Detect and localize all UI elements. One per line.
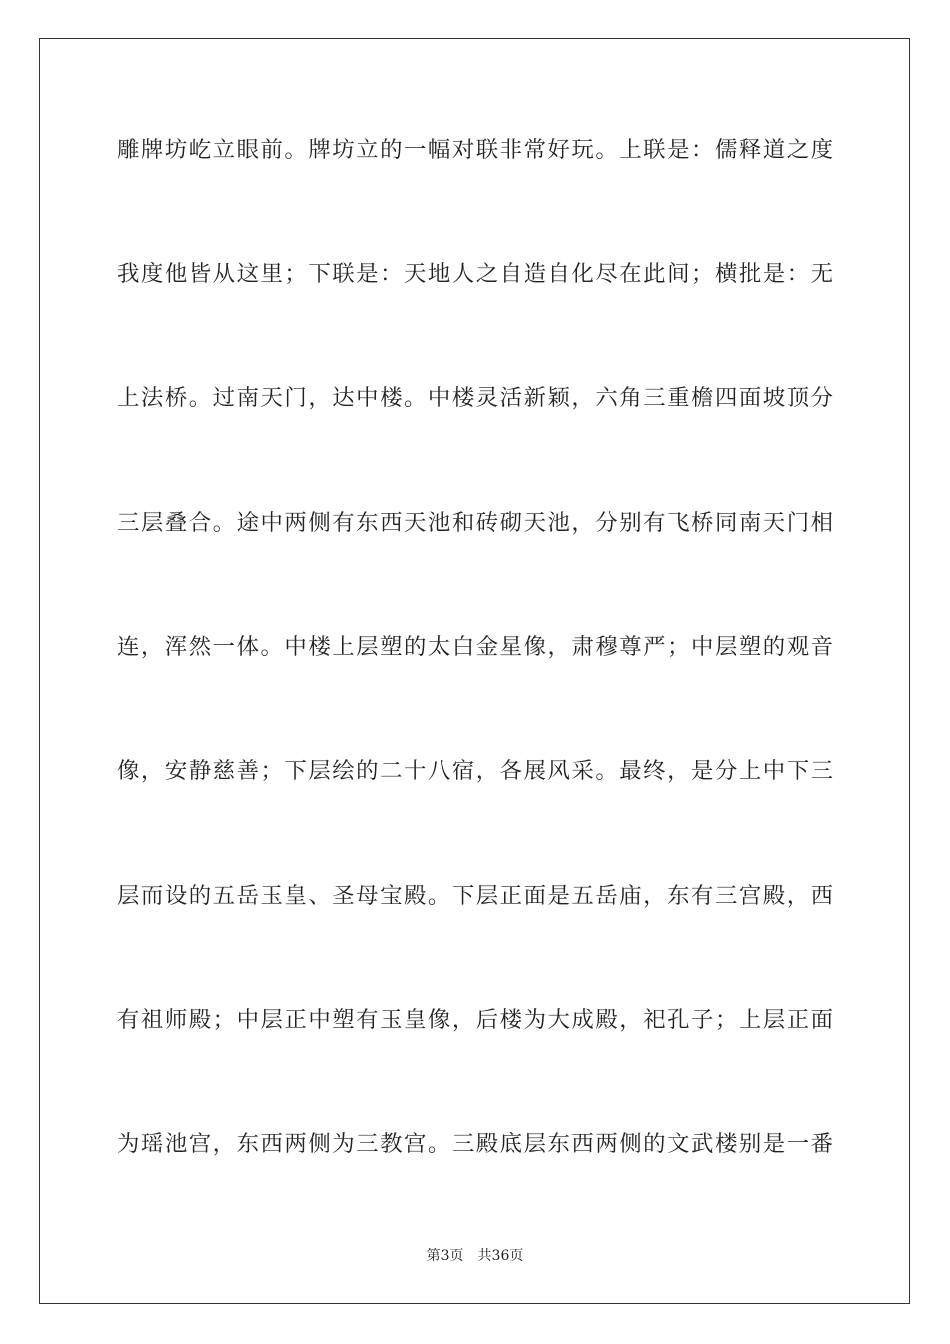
paragraph-line: 雕牌坊屹立眼前。牌坊立的一幅对联非常好玩。上联是：儒释道之度 bbox=[117, 137, 833, 163]
page-border bbox=[39, 38, 910, 1304]
paragraph-line: 上法桥。过南天门，达中楼。中楼灵活新颖，六角三重檐四面坡顶分 bbox=[117, 385, 833, 411]
page-total: 共36页 bbox=[477, 1248, 524, 1264]
page-number: 第3页 bbox=[426, 1248, 464, 1264]
paragraph-line: 连，浑然一体。中楼上层塑的太白金星像，肃穆尊严；中层塑的观音 bbox=[117, 634, 833, 660]
paragraph-line: 层而设的五岳玉皇、圣母宝殿。下层正面是五岳庙，东有三宫殿，西 bbox=[117, 883, 833, 909]
paragraph-line: 我度他皆从这里；下联是：天地人之自造自化尽在此间；横批是：无 bbox=[117, 261, 833, 287]
paragraph-line: 三层叠合。途中两侧有东西天池和砖砌天池，分别有飞桥同南天门相 bbox=[117, 510, 833, 536]
paragraph-line: 有祖师殿；中层正中塑有玉皇像，后楼为大成殿，祀孔子；上层正面 bbox=[117, 1007, 833, 1033]
paragraph-line: 为瑶池宫，东西两侧为三教宫。三殿底层东西两侧的文武楼别是一番 bbox=[117, 1131, 833, 1157]
paragraph-line: 像，安静慈善；下层绘的二十八宿，各展风采。最终，是分上中下三 bbox=[117, 758, 833, 784]
page-footer bbox=[0, 1247, 950, 1265]
